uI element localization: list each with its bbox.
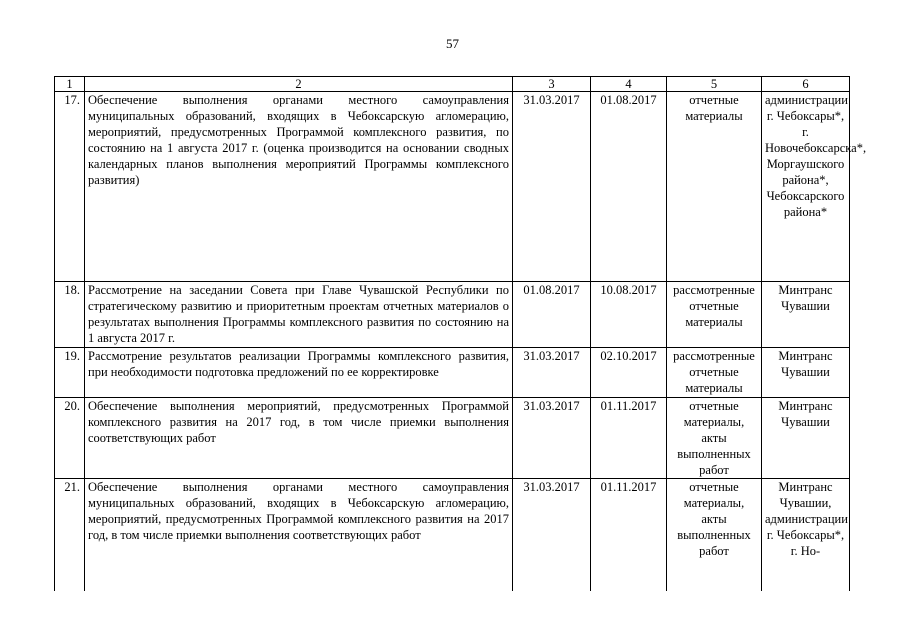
table-row xyxy=(55,479,850,591)
row-end-date: 01.08.2017 xyxy=(591,92,667,282)
row-start-date: 31.03.2017 xyxy=(513,348,591,398)
row-result: рассмотренные отчетные материалы xyxy=(667,282,762,348)
header-col-2: 2 xyxy=(85,77,513,92)
row-start-date: 31.03.2017 xyxy=(513,398,591,479)
table-row xyxy=(55,348,850,398)
row-result: отчетные материалы xyxy=(667,92,762,282)
row-number: 21. xyxy=(55,479,85,591)
row-start-date: 31.03.2017 xyxy=(513,479,591,591)
header-col-5: 5 xyxy=(667,77,762,92)
row-result: отчетные материалы, акты выполненных работ xyxy=(667,398,762,479)
row-description: Рассмотрение результатов реализации Программы комплексного развития, при необходимости подготовка предложений по ее корректировке xyxy=(85,348,513,398)
table-row xyxy=(55,92,850,282)
header-col-3: 3 xyxy=(513,77,591,92)
header-col-6: 6 xyxy=(762,77,850,92)
row-number: 17. xyxy=(55,92,85,282)
row-end-date: 10.08.2017 xyxy=(591,282,667,348)
row-start-date: 31.03.2017 xyxy=(513,92,591,282)
header-col-4: 4 xyxy=(591,77,667,92)
row-result: отчетные материалы, акты выполненных работ xyxy=(667,479,762,591)
row-responsible: администрации г. Чебоксары*, г. Новочебоксарска*, Моргаушского района*, Чебоксарского района* xyxy=(762,92,850,282)
schedule-table xyxy=(54,76,867,591)
table-row xyxy=(55,282,850,348)
row-number: 18. xyxy=(55,282,85,348)
row-description: Обеспечение выполнения органами местного самоуправления муниципальных образований, входящих в Чебоксарскую агломерацию, мероприятий, предусмотренных Программой комплексного развития, по состоянию на 1 августа 2017 г. (оценка производится на основании сводных календарных планов выполнения мероприятий Программы комплексного развития) xyxy=(85,92,513,282)
row-end-date: 01.11.2017 xyxy=(591,398,667,479)
row-description: Обеспечение выполнения мероприятий, предусмотренных Программой комплексного развития на 2017 год, в том числе приемки выполнения соответствующих работ xyxy=(85,398,513,479)
row-end-date: 01.11.2017 xyxy=(591,479,667,591)
row-end-date: 02.10.2017 xyxy=(591,348,667,398)
row-start-date: 01.08.2017 xyxy=(513,282,591,348)
row-number: 19. xyxy=(55,348,85,398)
row-responsible: Минтранс Чувашии, администрации г. Чебоксары*, г. Но- xyxy=(762,479,850,591)
row-description: Обеспечение выполнения органами местного самоуправления муниципальных образований, входящих в Чебоксарскую агломерацию, мероприятий, предусмотренных Программой комплексного развития на 2017 год, в том числе приемки выполнения соответствующих работ xyxy=(85,479,513,591)
header-row xyxy=(55,77,850,92)
row-responsible: Минтранс Чувашии xyxy=(762,398,850,479)
header-col-1: 1 xyxy=(55,77,85,92)
row-number: 20. xyxy=(55,398,85,479)
row-responsible: Минтранс Чувашии xyxy=(762,348,850,398)
row-result: рассмотренные отчетные материалы xyxy=(667,348,762,398)
row-description: Рассмотрение на заседании Совета при Главе Чувашской Республики по стратегическому развитию и приоритетным проектам отчетных материалов о результатах выполнения Программы комплексного развития по состоянию на 1 августа 2017 г. xyxy=(85,282,513,348)
page-number: 57 xyxy=(446,36,459,51)
row-responsible: Минтранс Чувашии xyxy=(762,282,850,348)
table-row xyxy=(55,398,850,479)
